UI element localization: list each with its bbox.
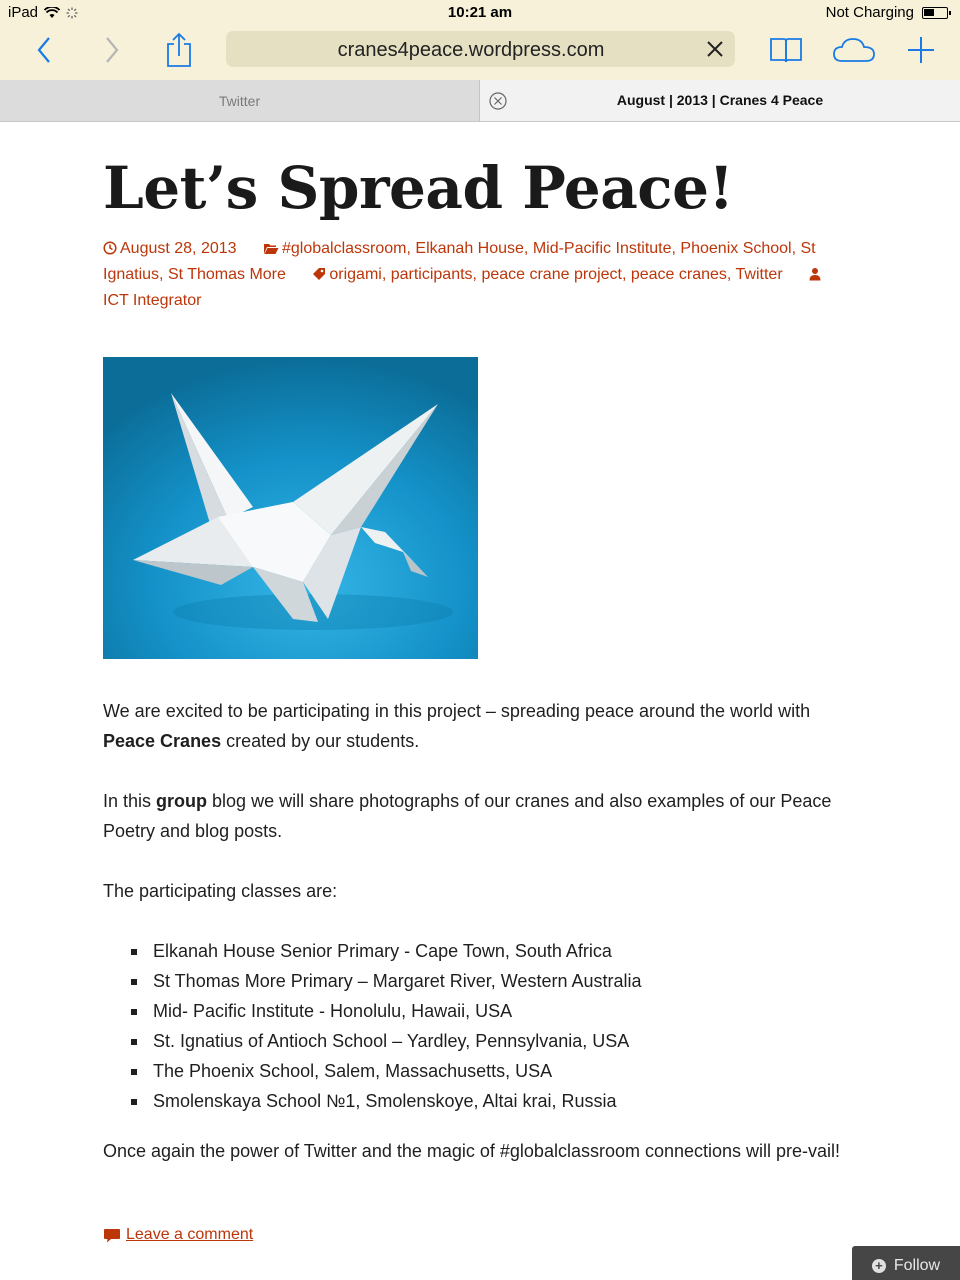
closing-paragraph: Once again the power of Twitter and the magic of #globalclassroom connections will pre-vail! xyxy=(103,1141,841,1161)
category-link[interactable]: St Thomas More xyxy=(167,266,286,283)
author-link[interactable]: ICT Integrator xyxy=(103,292,202,309)
list-item: The Phoenix School, Salem, Massachusetts, USA xyxy=(131,1056,863,1086)
list-item: Mid- Pacific Institute - Honolulu, Hawaii, USA xyxy=(131,996,863,1026)
bookmarks-button[interactable] xyxy=(764,28,808,72)
follow-button[interactable] xyxy=(852,1246,960,1280)
clock-icon xyxy=(103,241,117,255)
device-label: iPad xyxy=(8,4,39,21)
category-link[interactable]: Mid-Pacific Institute xyxy=(532,240,672,257)
book-icon xyxy=(769,36,803,64)
url-text: cranes4peace.wordpress.com xyxy=(337,39,605,61)
back-button[interactable] xyxy=(22,28,66,72)
tag-link[interactable]: Twitter xyxy=(735,266,783,283)
plus-icon xyxy=(907,36,935,64)
new-tab-button[interactable] xyxy=(899,28,943,72)
category-link[interactable]: #globalclassroom xyxy=(282,240,407,257)
address-bar[interactable] xyxy=(226,31,735,67)
intro-paragraph: We are excited to be participating in this project – spreading peace around the world with Peace Cranes created by our students. xyxy=(103,701,811,751)
post-date-link[interactable]: August 28, 2013 xyxy=(120,240,237,257)
tab-cranes-4-peace[interactable] xyxy=(480,80,960,121)
tag-link[interactable]: participants xyxy=(390,266,473,283)
plus-circle-icon: + xyxy=(872,1259,886,1273)
list-item: St Thomas More Primary – Margaret River, Western Australia xyxy=(131,966,863,996)
author-icon xyxy=(809,267,821,281)
comment-icon xyxy=(103,1228,121,1243)
battery-status: Not Charging xyxy=(825,4,914,21)
share-button[interactable] xyxy=(157,28,201,72)
list-item: Elkanah House Senior Primary - Cape Town, South Africa xyxy=(131,936,863,966)
list-item: St. Ignatius of Antioch School – Yardley, Pennsylvania, USA xyxy=(131,1026,863,1056)
browser-toolbar xyxy=(0,28,960,72)
chevron-left-icon xyxy=(34,35,54,65)
list-item: Smolenskaya School №1, Smolenskoye, Altai krai, Russia xyxy=(131,1086,863,1116)
follow-label: Follow xyxy=(893,1257,941,1274)
forward-button[interactable] xyxy=(90,28,134,72)
status-bar xyxy=(0,0,960,26)
leave-comment-link[interactable] xyxy=(103,1226,253,1244)
post-title[interactable]: Let’s Spread Peace! xyxy=(103,154,734,222)
clear-url-button[interactable] xyxy=(701,35,729,63)
participating-classes-list xyxy=(131,936,863,1116)
cloud-icon xyxy=(832,36,876,64)
blog-purpose-paragraph: In this group blog we will share photographs of our cranes and also examples of our Peace Poetry and blog posts. xyxy=(103,791,832,841)
tag-link[interactable]: origami xyxy=(329,266,382,283)
chevron-right-icon xyxy=(102,35,122,65)
folder-icon xyxy=(263,242,279,255)
tag-link[interactable]: peace cranes xyxy=(630,266,727,283)
category-link[interactable]: Elkanah House xyxy=(415,240,524,257)
post-body xyxy=(103,696,863,1196)
post-meta: August 28, 2013 #globalclassroom, Elkanah House, Mid-Pacific Institute, Phoenix School, St Ignatius, St Thomas More origami, participants, peace crane project, peace cranes, Twitter ICT Integrator xyxy=(103,236,843,314)
tab-label: Twitter xyxy=(218,92,261,109)
cloud-tabs-button[interactable] xyxy=(832,28,876,72)
category-link[interactable]: St Ignatius xyxy=(103,240,816,283)
battery-icon xyxy=(922,7,948,19)
tag-icon xyxy=(312,267,326,281)
share-icon xyxy=(165,32,193,68)
tab-twitter[interactable] xyxy=(0,80,480,121)
comment-link-label: Leave a comment xyxy=(126,1226,254,1243)
category-link[interactable]: Phoenix School xyxy=(680,240,792,257)
tag-link[interactable]: peace crane project xyxy=(481,266,622,283)
browser-chrome xyxy=(0,0,960,80)
close-icon xyxy=(706,40,724,58)
status-time: 10:21 am xyxy=(447,4,513,21)
tab-bar xyxy=(0,80,960,122)
tab-label: August | 2013 | Cranes 4 Peace xyxy=(616,92,824,108)
origami-crane-image[interactable] xyxy=(103,357,478,659)
classes-intro: The participating classes are: xyxy=(103,881,338,901)
